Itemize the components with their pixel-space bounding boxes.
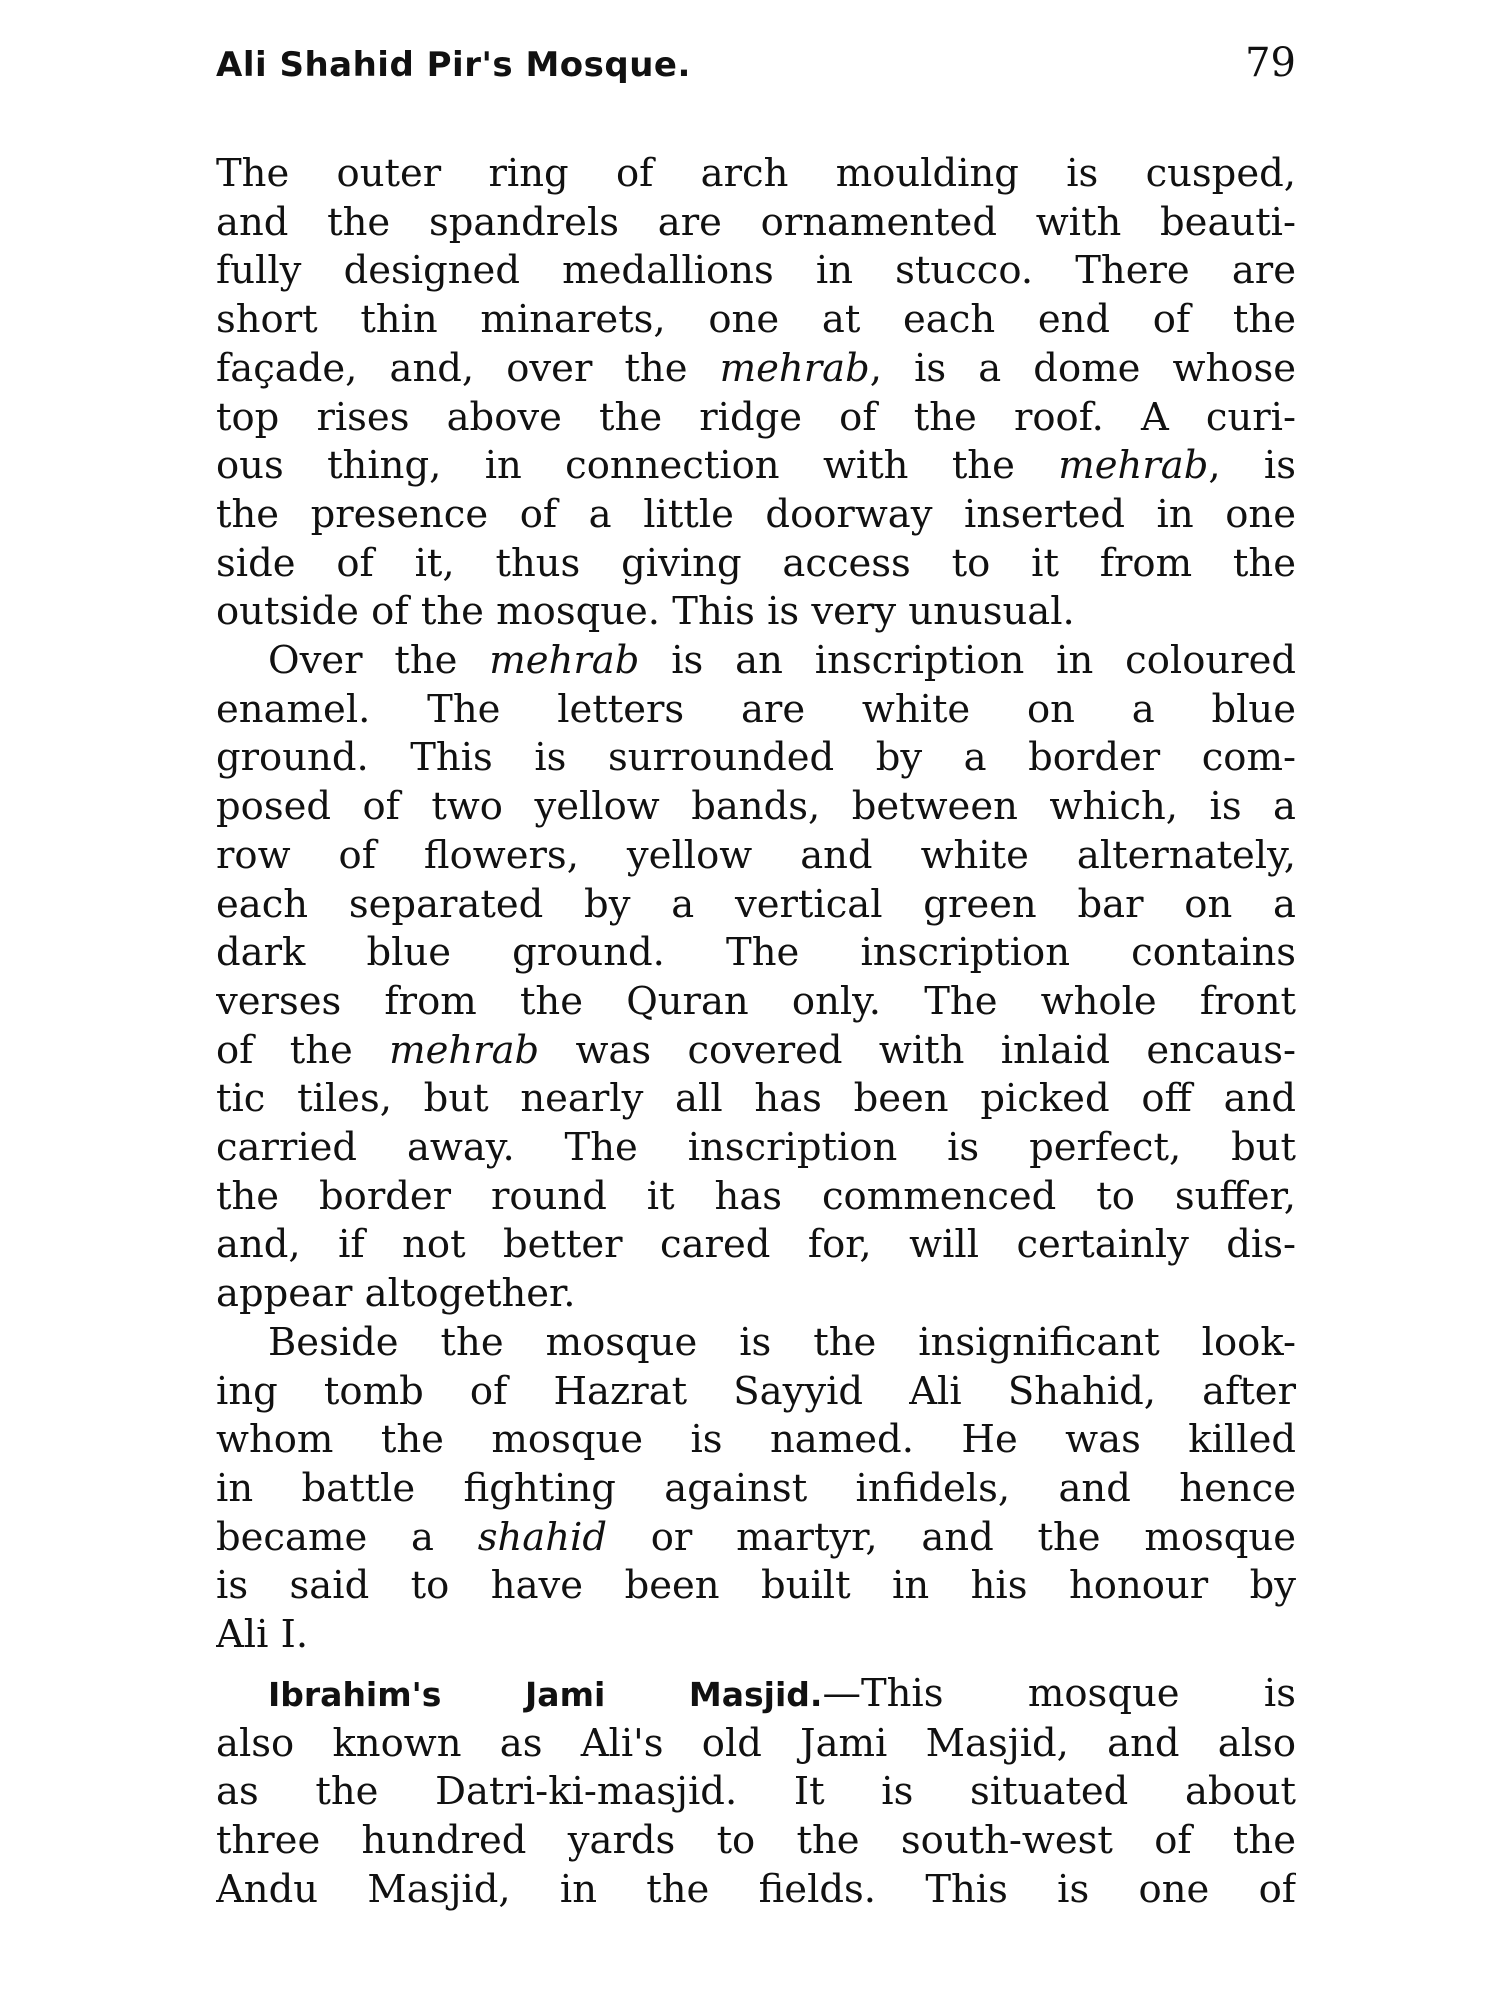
text-line: Andu Masjid, in the fields. This is one of (216, 1866, 1296, 1912)
running-head (216, 40, 1296, 110)
italic-term: mehrab (1058, 443, 1209, 489)
text-run: became a (216, 1514, 478, 1560)
text-line: side of it, thus giving access to it from the (216, 540, 1296, 586)
italic-term: mehrab (489, 638, 640, 684)
text-run: is an inscription in coloured (639, 638, 1296, 684)
text-run: or martyr, and the mosque (606, 1514, 1296, 1560)
text-line: carried away. The inscription is perfect, but (216, 1125, 1296, 1171)
text-line: top rises above the ridge of the roof. A curi- (216, 394, 1296, 440)
text-line: each separated by a vertical green bar on a (216, 881, 1296, 927)
running-title: Ali Shahid Pir's Mosque. (216, 45, 691, 85)
text-line: is said to have been built in his honour by (216, 1563, 1296, 1609)
text-line: posed of two yellow bands, between which, is a (216, 784, 1296, 830)
text-line: row of flowers, yellow and white alternately, (216, 832, 1296, 878)
text-line: the border round it has commenced to suffer, (216, 1173, 1296, 1219)
page-number: 79 (1245, 40, 1296, 86)
body-text (216, 150, 1296, 1914)
text-run: Over the (268, 638, 490, 684)
text-line: and, if not better cared for, will certainly dis- (216, 1222, 1296, 1268)
text-line: whom the mosque is named. He was killed (216, 1417, 1296, 1463)
italic-term: shahid (477, 1514, 607, 1560)
text-line (216, 1514, 1296, 1563)
italic-term: mehrab (719, 345, 870, 391)
text-line: in battle fighting against infidels, and hence (216, 1465, 1296, 1511)
text-line: outside of the mosque. This is very unusual. (216, 589, 1075, 635)
text-line: ing tomb of Hazrat Sayyid Ali Shahid, after (216, 1368, 1296, 1414)
text-line: The outer ring of arch moulding is cusped, (216, 151, 1296, 196)
text-line: appear altogether. (216, 1271, 576, 1317)
section-heading: Ibrahim's Jami Masjid. (268, 1674, 823, 1714)
book-page (216, 40, 1296, 1914)
text-line: also known as Ali's old Jami Masjid, and also (216, 1720, 1296, 1766)
text-run: —This mosque is (822, 1670, 1296, 1716)
text-line: short thin minarets, one at each end of the (216, 297, 1296, 343)
text-line (216, 442, 1296, 491)
text-line (216, 345, 1296, 394)
text-line: tic tiles, but nearly all has been picked off and (216, 1076, 1296, 1122)
text-line: verses from the Quran only. The whole front (216, 978, 1296, 1024)
text-line: and the spandrels are ornamented with beauti- (216, 199, 1296, 245)
text-line: Beside the mosque is the insignificant look- (268, 1319, 1296, 1365)
italic-term: mehrab (389, 1027, 540, 1073)
text-line: fully designed medallions in stucco. There are (216, 248, 1296, 294)
text-run: ous thing, in connection with the (216, 443, 1059, 489)
text-line: enamel. The letters are white on a blue (216, 686, 1296, 732)
text-line: as the Datri-ki-masjid. It is situated about (216, 1769, 1296, 1815)
text-line: ground. This is surrounded by a border com- (216, 735, 1296, 781)
text-run: façade, and, over the (216, 345, 720, 391)
text-line: dark blue ground. The inscription contains (216, 930, 1296, 976)
text-line: Ali I. (216, 1612, 309, 1658)
text-run: of the (216, 1027, 390, 1073)
text-line: three hundred yards to the south-west of the (216, 1817, 1296, 1863)
text-line (216, 1027, 1296, 1076)
text-run: , is a dome whose (869, 345, 1296, 391)
text-line (216, 1670, 1296, 1720)
text-run: , is (1208, 443, 1296, 489)
text-line (216, 637, 1296, 686)
text-line: the presence of a little doorway inserted in one (216, 491, 1296, 537)
text-run: was covered with inlaid encaus- (539, 1027, 1296, 1073)
